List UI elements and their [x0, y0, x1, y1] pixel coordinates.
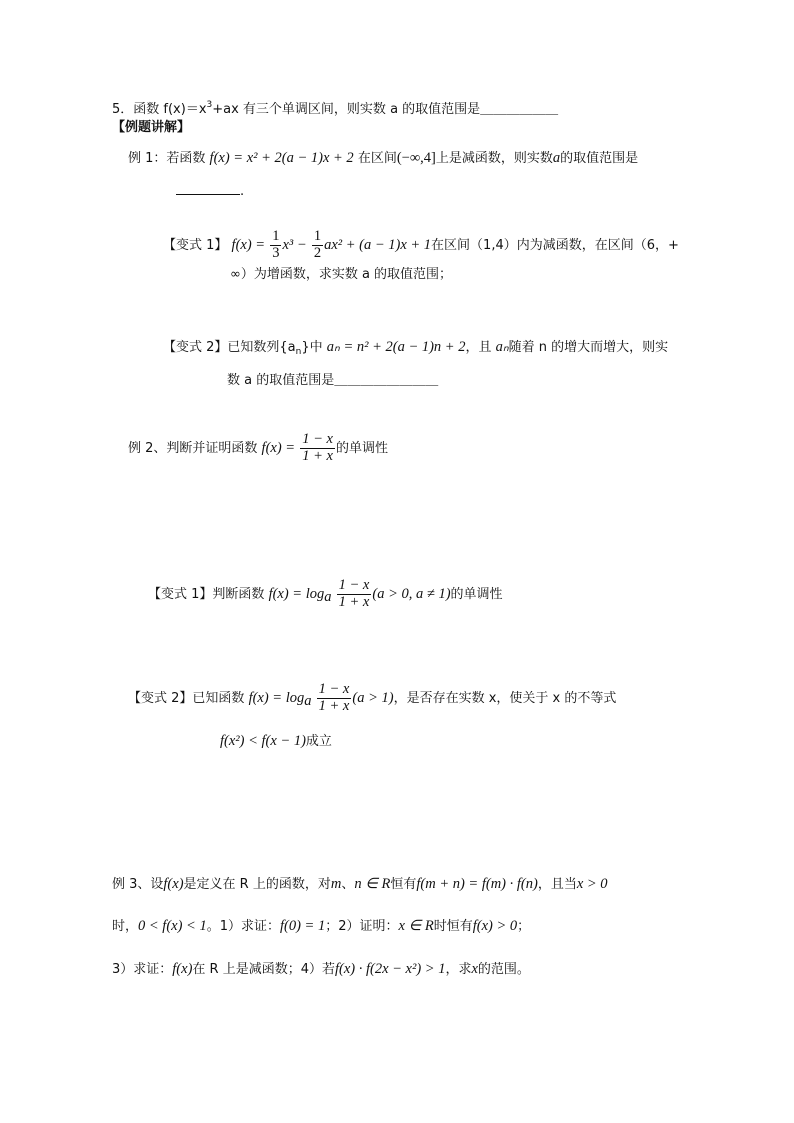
ex3-l1-m1: f(x) [163, 876, 184, 892]
v1-frac1-den: 3 [272, 244, 280, 261]
question-5 [112, 101, 558, 116]
variant-1 [163, 229, 679, 262]
v4-text: 已知函数 [192, 690, 245, 706]
example-3-line-1 [112, 877, 608, 892]
v3-text: 判断函数 [212, 586, 265, 602]
v3-log-base: a [324, 588, 332, 605]
ex3-l1-a: 例 3、设 [112, 877, 164, 892]
ex3-l3-d: 的范围。 [477, 962, 530, 977]
v2-text-1: 已知数列{a [227, 340, 296, 355]
ex1-tail: 的取值范围是 [560, 151, 639, 166]
ex2-label: 例 2、判断并证明函数 [128, 440, 258, 456]
v3-denominator: 1 + x [338, 593, 370, 610]
ex3-l1-c: 、 [341, 877, 355, 892]
ex1-blank-line [176, 184, 240, 195]
ex3-l1-d: 恒有 [390, 877, 417, 892]
ex3-l1-b: 是定义在 R 上的函数，对 [183, 877, 331, 892]
ex3-l2-e: ； [517, 919, 531, 934]
ex1-var: a [552, 150, 561, 166]
v4-numerator: 1 − x [318, 681, 350, 697]
q5-prefix: 5．函数 f(x)＝x [112, 102, 207, 117]
v2-text-3: 随着 n 的增大而增大，则实 [508, 340, 669, 355]
ex1-answer-blank [176, 184, 244, 198]
ex2-tail: 的单调性 [335, 440, 388, 456]
ex1-label: 例 1：若函数 [128, 151, 206, 166]
v4-label: 【变式 2】 [128, 690, 193, 706]
v2-label: 【变式 2】 [163, 340, 228, 355]
ex3-l2-a: 时， [112, 919, 139, 934]
ex3-l3-a: 3）求证： [112, 962, 173, 977]
v3-fraction [337, 578, 372, 611]
v1-frac-1 [270, 229, 281, 262]
q5-suffix: +ax 有三个单调区间，则实数 a 的取值范围是＿＿＿＿＿＿ [212, 102, 559, 117]
ex3-l2-m1: 0 < f(x) < 1 [138, 918, 207, 934]
v3-tail: 的单调性 [450, 586, 503, 602]
v1-frac2-den: 2 [313, 244, 322, 261]
v2-sequence-term: aₙ [495, 339, 509, 355]
ex1-function: f(x) = x² + 2(a − 1)x + 2 [209, 150, 354, 166]
v4-inequality: f(x²) < f(x − 1) [220, 733, 306, 749]
v2-text-2: ，且 [465, 340, 492, 355]
v2-text-1b: }中 [301, 340, 323, 355]
v3-f-lhs: f(x) = log [268, 585, 325, 602]
section-title: 【例题讲解】 [112, 120, 191, 135]
example-3-line-2 [112, 919, 530, 934]
v1-line-2: ∞）为增函数，求实数 a 的取值范围； [230, 267, 453, 282]
ex1-after: 上是减函数，则实数 [435, 151, 553, 166]
v4-tail: ，是否存在实数 x，使关于 x 的不等式 [393, 690, 617, 706]
variant-2 [163, 340, 668, 357]
v4-denominator: 1 + x [318, 697, 350, 714]
v1-frac2-num: 1 [313, 228, 322, 244]
ex3-l2-c: ；2）证明： [325, 919, 399, 934]
ex3-l3-b: 在 R 上是减函数；4）若 [192, 962, 335, 977]
v4-line-2 [220, 734, 332, 749]
v4-fraction [317, 682, 352, 715]
v2-sequence-formula: aₙ = n² + 2(a − 1)n + 2 [326, 339, 466, 355]
ex1-interval: (−∞,4] [396, 150, 436, 166]
v1-frac1-num: 1 [272, 228, 280, 244]
ex3-l2-m3: x ∈ R [398, 918, 434, 934]
ex2-f-lhs: f(x) = [261, 439, 296, 456]
ex3-l2-m4: f(x) > 0 [472, 918, 518, 934]
v1-label: 【变式 1】 [163, 237, 228, 253]
v1-f-lhs: f(x) = [231, 236, 266, 253]
v2-line-2: 数 a 的取值范围是＿＿＿＿＿＿＿＿ [227, 373, 439, 388]
ex3-l1-e: ，且当 [537, 877, 577, 892]
ex3-l3-m3: x [471, 961, 478, 977]
v4-f-lhs: f(x) = log [248, 689, 305, 706]
v1-text-1: 在区间（1,4）内为减函数，在区间（6，+ [431, 237, 679, 253]
example-2 [128, 432, 388, 465]
ex3-l3-m2: f(x) · f(2x − x²) > 1 [334, 961, 446, 977]
variant-3 [148, 578, 503, 611]
ex3-l1-m2: m [330, 876, 342, 892]
ex3-l1-m5: x > 0 [576, 876, 608, 892]
v3-numerator: 1 − x [338, 577, 370, 593]
ex1-blank-end: . [240, 184, 245, 199]
v2-subscript: n [295, 347, 302, 357]
v3-label: 【变式 1】 [148, 586, 213, 602]
v4-line2-tail: 成立 [305, 734, 332, 749]
v4-log-base: a [304, 692, 312, 709]
variant-4 [128, 682, 616, 715]
v3-condition: (a > 0, a ≠ 1) [372, 585, 451, 602]
ex3-l1-m3: n ∈ R [354, 876, 391, 892]
v1-term-2: ax² + (a − 1)x + 1 [324, 236, 432, 253]
example-1 [128, 151, 638, 166]
ex3-l2-m2: f(0) = 1 [280, 918, 326, 934]
ex2-denominator: 1 + x [302, 447, 333, 464]
ex3-l2-d: 时恒有 [433, 919, 473, 934]
ex3-l3-c: ，求 [445, 962, 472, 977]
v1-term-1: x³ − [282, 236, 307, 253]
ex2-fraction [300, 432, 335, 465]
v1-frac-2 [312, 229, 323, 262]
ex1-mid: 在区间 [357, 151, 397, 166]
ex2-numerator: 1 − x [302, 431, 333, 447]
ex3-l1-m4: f(m + n) = f(m) · f(n) [416, 876, 538, 892]
ex3-l2-b: 。1）求证： [206, 919, 280, 934]
v4-condition: (a > 1) [352, 689, 394, 706]
ex3-l3-m1: f(x) [172, 961, 193, 977]
example-3-line-3 [112, 962, 530, 977]
q5-exponent: 3 [206, 100, 213, 110]
